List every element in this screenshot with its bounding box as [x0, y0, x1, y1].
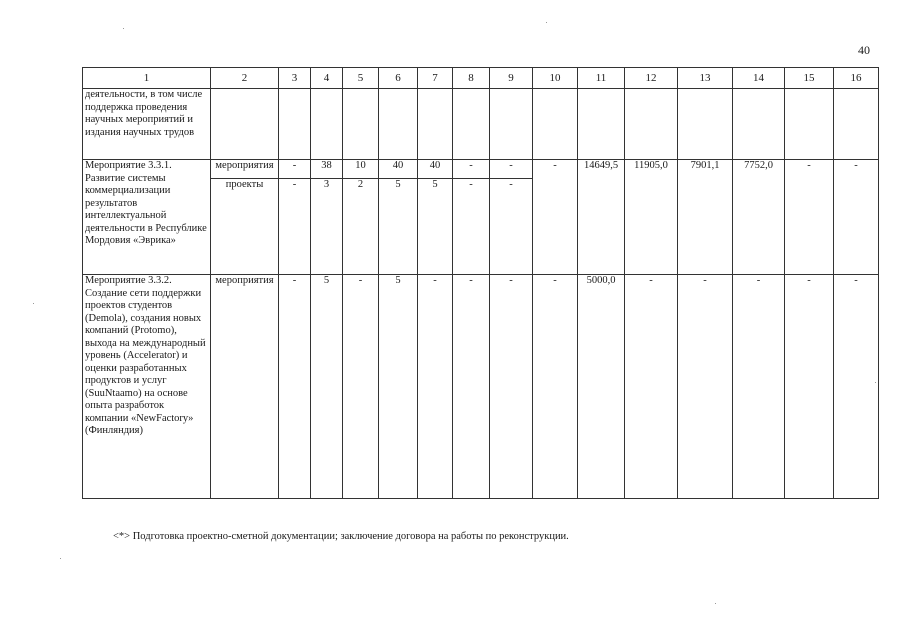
header-cell: 13 [678, 68, 733, 89]
table-cell: - [490, 275, 533, 499]
table-cell: - [785, 275, 834, 499]
scan-speck [875, 382, 876, 383]
table-cell [453, 89, 490, 160]
table-cell: 40 [418, 160, 453, 179]
header-cell: 15 [785, 68, 834, 89]
table-cell [733, 89, 785, 160]
header-cell: 8 [453, 68, 490, 89]
scan-speck [546, 22, 547, 23]
table-cell: - [785, 160, 834, 275]
header-cell: 7 [418, 68, 453, 89]
table-row [83, 275, 879, 499]
table-cell: - [343, 275, 379, 499]
table-cell [834, 89, 879, 160]
header-cell: 1 [83, 68, 211, 89]
table-cell: - [453, 160, 490, 179]
header-cell: 5 [343, 68, 379, 89]
table-cell: 40 [379, 160, 418, 179]
table-cell [578, 89, 625, 160]
header-cell: 3 [279, 68, 311, 89]
table-cell [279, 89, 311, 160]
table-cell: - [678, 275, 733, 499]
header-cell: 16 [834, 68, 879, 89]
table-cell: 11905,0 [625, 160, 678, 275]
footnote: <*> Подготовка проектно-сметной документации; заключение договора на работы по реконструкции. [113, 531, 569, 542]
table-cell [418, 89, 453, 160]
table-cell: 3 [311, 179, 343, 275]
table-cell: - [834, 160, 879, 275]
table-cell: 5 [379, 275, 418, 499]
table-cell [343, 89, 379, 160]
unit-cell: мероприятия [211, 275, 279, 499]
table-cell: - [490, 179, 533, 275]
row-description: Мероприятие 3.3.1. Развитие системы коммерциализации результатов интеллектуальной деятельности в Республике Мордовия «Эврика» [83, 160, 211, 275]
table-row [83, 89, 879, 160]
header-row [83, 68, 879, 89]
header-cell: 6 [379, 68, 418, 89]
scan-speck [715, 603, 716, 604]
table-cell: - [279, 275, 311, 499]
table-cell: - [453, 179, 490, 275]
unit-cell: проекты [211, 179, 279, 275]
table-cell: 5 [418, 179, 453, 275]
table-cell: 38 [311, 160, 343, 179]
table-cell: - [279, 160, 311, 179]
table-cell [785, 89, 834, 160]
table-cell [490, 89, 533, 160]
header-cell: 10 [533, 68, 578, 89]
table-row [83, 160, 879, 179]
data-table [82, 67, 879, 499]
table-cell: 14649,5 [578, 160, 625, 275]
scan-speck [60, 558, 61, 559]
table-cell: - [533, 275, 578, 499]
table-cell: 5000,0 [578, 275, 625, 499]
table-cell: 2 [343, 179, 379, 275]
table-cell: - [490, 160, 533, 179]
row-description: Мероприятие 3.3.2. Создание сети поддержки проектов студентов (Demola), создания новых компаний (Protomo), выхода на международный уровень (Accelerator) и оценки разработанных продуктов и услуг (SuuNtaamo) на основе опыта разработок компании «NewFactory» (Финляндия) [83, 275, 211, 499]
table-cell: 10 [343, 160, 379, 179]
table-cell [625, 89, 678, 160]
table-cell: - [834, 275, 879, 499]
scan-speck [33, 303, 34, 304]
scan-speck [123, 28, 124, 29]
table-cell: - [625, 275, 678, 499]
table-cell [678, 89, 733, 160]
table-cell: - [733, 275, 785, 499]
table-cell: 7752,0 [733, 160, 785, 275]
header-cell: 12 [625, 68, 678, 89]
header-cell: 2 [211, 68, 279, 89]
table-cell [379, 89, 418, 160]
page-number: 40 [858, 43, 870, 57]
header-cell: 11 [578, 68, 625, 89]
row-description: деятельности, в том числе поддержка проведения научных мероприятий и издания научных трудов [83, 89, 211, 160]
table-cell [211, 89, 279, 160]
table-cell: 5 [311, 275, 343, 499]
header-cell: 4 [311, 68, 343, 89]
header-cell: 9 [490, 68, 533, 89]
table-cell: - [279, 179, 311, 275]
unit-cell: мероприятия [211, 160, 279, 179]
table-cell: - [418, 275, 453, 499]
table-cell [311, 89, 343, 160]
table-cell [533, 89, 578, 160]
table-cell: - [533, 160, 578, 275]
table-cell: 5 [379, 179, 418, 275]
table-cell: 7901,1 [678, 160, 733, 275]
header-cell: 14 [733, 68, 785, 89]
table-cell: - [453, 275, 490, 499]
